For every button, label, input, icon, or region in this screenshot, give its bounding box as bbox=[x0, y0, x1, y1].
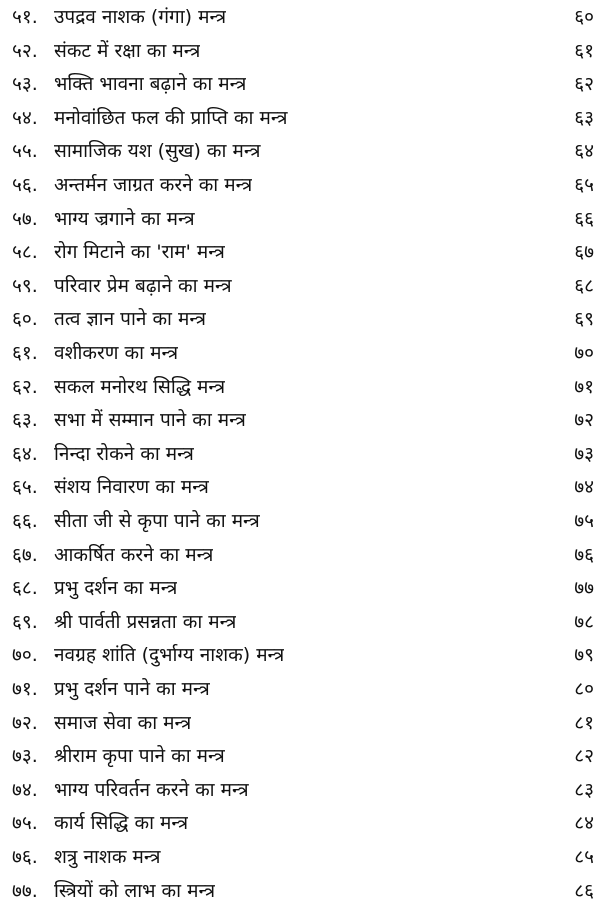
entry-page-number: ८० bbox=[574, 678, 594, 700]
entry-page-number: ७० bbox=[574, 342, 594, 364]
entry-number: ५३. bbox=[12, 73, 38, 96]
toc-entry bbox=[0, 269, 600, 303]
entry-page-number: ७९ bbox=[574, 644, 594, 667]
entry-page-number: ७३ bbox=[574, 442, 594, 465]
entry-number: ७६. bbox=[12, 846, 38, 868]
entry-page-number: ८३ bbox=[574, 778, 594, 801]
entry-number: ५६. bbox=[12, 174, 38, 196]
toc-entry bbox=[0, 168, 600, 202]
toc-entry bbox=[0, 202, 600, 236]
entry-page-number: ७१ bbox=[574, 375, 594, 398]
entry-title: सकल मनोरथ सिद्धि मन्त्र bbox=[54, 375, 226, 398]
entry-page-number: ६९ bbox=[574, 308, 594, 331]
entry-page-number: ८६ bbox=[574, 879, 594, 902]
entry-title: भक्ति भावना बढ़ाने का मन्त्र bbox=[54, 73, 247, 96]
entry-number: ६७. bbox=[12, 543, 38, 566]
entry-page-number: ८२ bbox=[574, 745, 594, 768]
entry-title: भाग्य ज्रगाने का मन्त्र bbox=[54, 207, 195, 230]
toc-entry bbox=[0, 706, 600, 740]
toc-entry bbox=[0, 0, 600, 34]
entry-title: वशीकरण का मन्त्र bbox=[54, 342, 179, 364]
entry-page-number: ७६ bbox=[574, 543, 594, 566]
toc-entry bbox=[0, 403, 600, 437]
entry-title: नवग्रह शांति (दुर्भाग्य नाशक) मन्त्र bbox=[54, 644, 285, 667]
entry-page-number: ६१ bbox=[574, 39, 594, 62]
toc-entry bbox=[0, 470, 600, 504]
entry-page-number: ६५ bbox=[574, 174, 594, 196]
entry-number: ५५. bbox=[12, 140, 38, 163]
entry-title: परिवार प्रेम बढ़ाने का मन्त्र bbox=[54, 274, 232, 297]
entry-number: ७७. bbox=[12, 879, 38, 902]
entry-number: ५८. bbox=[12, 241, 38, 264]
toc-entry bbox=[0, 806, 600, 840]
toc-entry bbox=[0, 571, 600, 605]
entry-title: श्री पार्वती प्रसन्नता का मन्त्र bbox=[54, 610, 237, 633]
entry-title: उपद्रव नाशक (गंगा) मन्त्र bbox=[54, 6, 227, 28]
entry-title: संशय निवारण का मन्त्र bbox=[54, 476, 209, 499]
toc-entry bbox=[0, 638, 600, 672]
entry-number: ५१. bbox=[12, 6, 38, 28]
toc-entry bbox=[0, 840, 600, 874]
toc-entry bbox=[0, 739, 600, 773]
entry-title: सीता जी से कृपा पाने का मन्त्र bbox=[54, 510, 260, 532]
toc-entry bbox=[0, 235, 600, 269]
entry-number: ६०. bbox=[12, 308, 38, 331]
entry-page-number: ७२ bbox=[574, 409, 594, 432]
entry-number: ६८. bbox=[12, 577, 38, 600]
entry-title: संकट में रक्षा का मन्त्र bbox=[54, 39, 201, 62]
entry-page-number: ७४ bbox=[574, 476, 594, 499]
entry-title: रोग मिटाने का 'राम' मन्त्र bbox=[54, 241, 225, 264]
entry-title: मनोवांछित फल की प्राप्ति का मन्त्र bbox=[54, 106, 288, 129]
entry-title: अन्तर्मन जाग्रत करने का मन्त्र bbox=[54, 174, 253, 196]
toc-entry bbox=[0, 437, 600, 471]
entry-number: ६३. bbox=[12, 409, 38, 432]
entry-title: शत्रु नाशक मन्त्र bbox=[54, 846, 161, 868]
entry-number: ७०. bbox=[12, 644, 38, 667]
entry-page-number: ६६ bbox=[574, 207, 594, 230]
entry-number: ६५. bbox=[12, 476, 38, 499]
entry-number: ७३. bbox=[12, 745, 38, 768]
entry-number: ५७. bbox=[12, 207, 38, 230]
entry-title: भाग्य परिवर्तन करने का मन्त्र bbox=[54, 778, 249, 801]
entry-number: ५२. bbox=[12, 39, 38, 62]
entry-page-number: ६३ bbox=[574, 106, 594, 129]
toc-entry bbox=[0, 67, 600, 101]
entry-title: प्रभु दर्शन पाने का मन्त्र bbox=[54, 678, 210, 700]
toc-entry bbox=[0, 773, 600, 807]
entry-title: श्रीराम कृपा पाने का मन्त्र bbox=[54, 745, 225, 768]
entry-title: स्त्रियों को लाभ का मन्त्र bbox=[54, 879, 216, 902]
entry-page-number: ६४ bbox=[574, 140, 594, 163]
entry-number: ६२. bbox=[12, 375, 38, 398]
entry-title: समाज सेवा का मन्त्र bbox=[54, 711, 192, 734]
entry-number: ६६. bbox=[12, 510, 38, 532]
entry-title: निन्दा रोकने का मन्त्र bbox=[54, 442, 194, 465]
toc-entry bbox=[0, 538, 600, 572]
entry-page-number: ६२ bbox=[574, 73, 594, 96]
entry-page-number: ७७ bbox=[574, 577, 594, 600]
entry-title: कार्य सिद्धि का मन्त्र bbox=[54, 812, 189, 835]
toc-entry bbox=[0, 605, 600, 639]
entry-title: आकर्षित करने का मन्त्र bbox=[54, 543, 214, 566]
toc-entry bbox=[0, 34, 600, 68]
toc-entry bbox=[0, 302, 600, 336]
toc-entry bbox=[0, 370, 600, 404]
entry-page-number: ८४ bbox=[574, 812, 594, 835]
entry-page-number: ६७ bbox=[574, 241, 594, 264]
toc-entry bbox=[0, 134, 600, 168]
entry-number: ७२. bbox=[12, 711, 38, 734]
entry-page-number: ७८ bbox=[574, 610, 594, 633]
entry-title: सामाजिक यश (सुख) का मन्त्र bbox=[54, 140, 261, 163]
entry-number: ७१. bbox=[12, 678, 38, 700]
entry-page-number: ७५ bbox=[574, 510, 594, 532]
entry-page-number: ६८ bbox=[574, 274, 594, 297]
entry-title: सभा में सम्मान पाने का मन्त्र bbox=[54, 409, 246, 432]
toc-entry bbox=[0, 101, 600, 135]
entry-page-number: ८१ bbox=[574, 711, 594, 734]
entry-number: ५९. bbox=[12, 274, 38, 297]
entry-number: ५४. bbox=[12, 106, 38, 129]
entry-number: ६९. bbox=[12, 610, 38, 633]
entry-number: ६४. bbox=[12, 442, 38, 465]
toc-entry bbox=[0, 504, 600, 538]
toc-entry bbox=[0, 874, 600, 908]
entry-number: ७५. bbox=[12, 812, 38, 835]
entry-number: ७४. bbox=[12, 778, 38, 801]
entry-number: ६१. bbox=[12, 342, 38, 364]
entry-page-number: ६० bbox=[574, 6, 594, 28]
entry-page-number: ८५ bbox=[574, 846, 594, 868]
toc-entry bbox=[0, 336, 600, 370]
entry-title: प्रभु दर्शन का मन्त्र bbox=[54, 577, 178, 600]
toc-entry bbox=[0, 672, 600, 706]
entry-title: तत्व ज्ञान पाने का मन्त्र bbox=[54, 308, 207, 331]
